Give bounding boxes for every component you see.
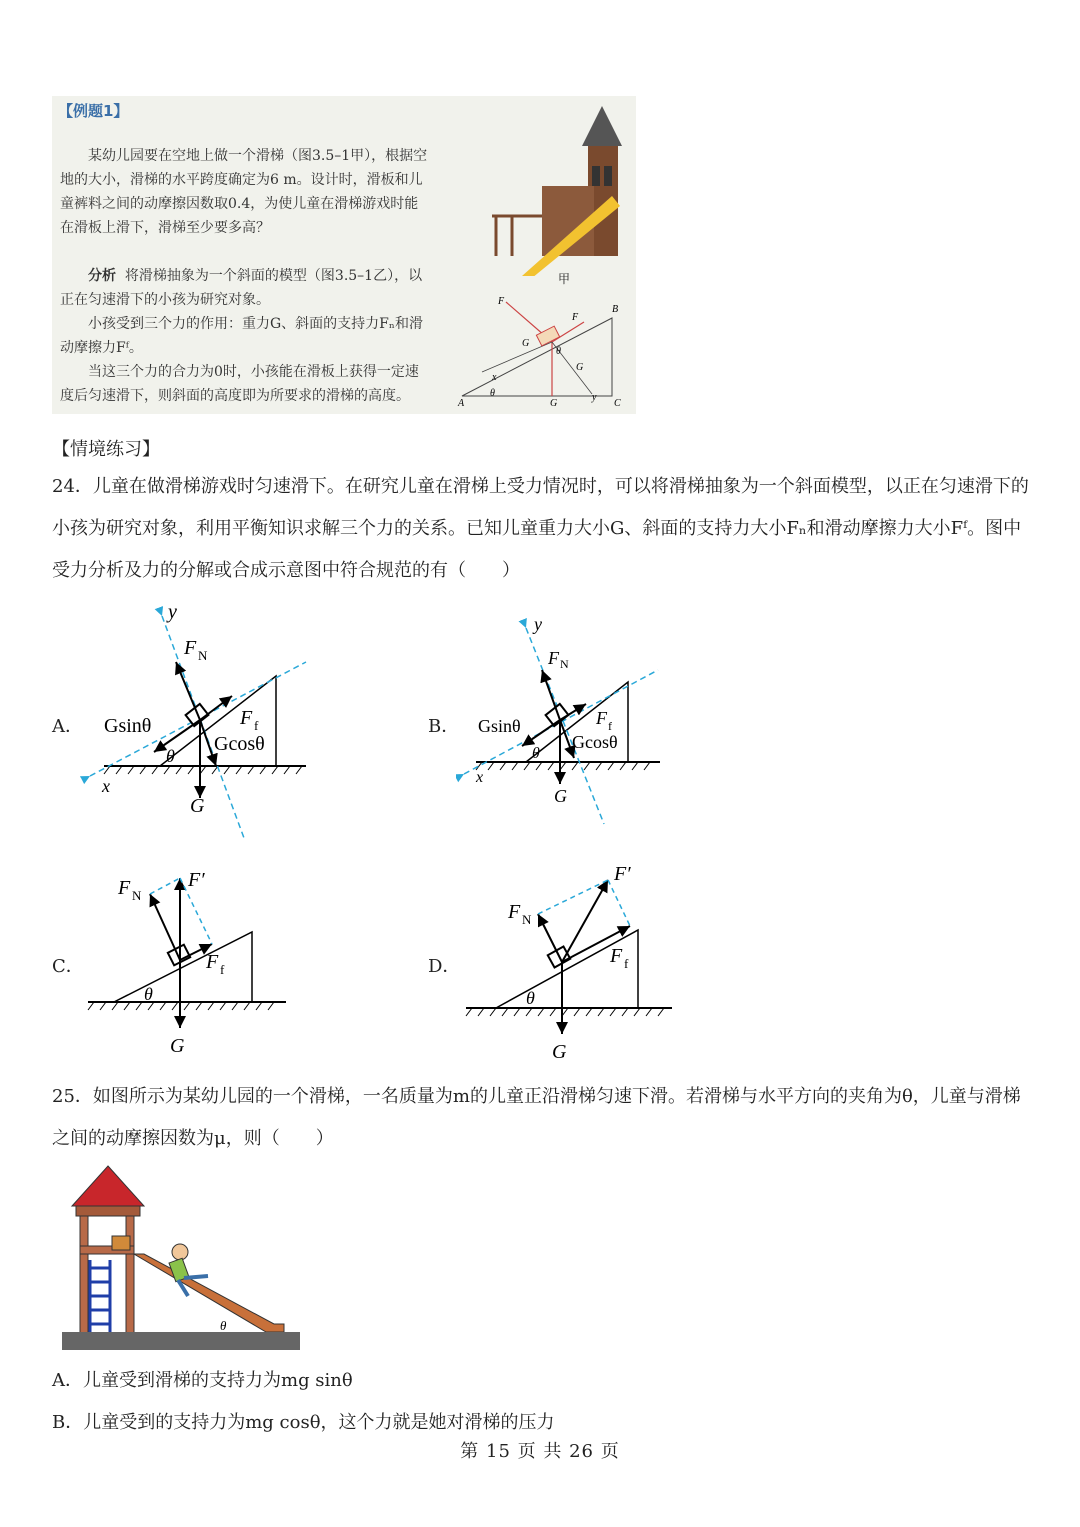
section-title: 【情境练习】: [52, 439, 160, 460]
normal-force-label: F: [548, 648, 559, 668]
example-problem: 某幼儿园要在空地上做一个滑梯（图3.5–1甲），根据空地的大小，滑梯的水平跨度确定为6 m。设计时，滑板和儿童裤料之间的动摩擦因数取0.4，为使儿童在滑梯游戏时能在滑板上滑下，滑梯至少要多高？: [60, 148, 428, 236]
gsin-label: Gsinθ: [478, 716, 521, 736]
normal-subscript: N: [198, 648, 208, 663]
question-24-text: 24．儿童在做滑梯游戏时匀速滑下。在研究儿童在滑梯上受力情况时，可以将滑梯抽象为一个斜面模型，以正在匀速滑下的小孩为研究对象，利用平衡知识求解三个力的关系。已知儿童重力大小G、斜面的支持力大小Fₙ和滑动摩擦力大小Fᶠ。图中受力分析及力的分解或合成示意图中符合规范的有（ ）: [52, 476, 1029, 581]
slide-angle-theta: θ: [220, 1318, 227, 1333]
theta-label: θ: [526, 988, 535, 1008]
friction-subscript: f: [254, 718, 259, 733]
angle-theta-label-2: θ: [556, 346, 561, 357]
friction-subscript: f: [220, 962, 225, 977]
diagram-d: [462, 858, 678, 1068]
gcos-label: Gcosθ: [572, 732, 618, 752]
friction-label: F: [206, 951, 219, 973]
diagram-b: [456, 612, 666, 832]
q25-option-b: B．儿童受到的支持力为mg cosθ，这个力就是她对滑梯的压力: [52, 1412, 555, 1433]
normal-force-label: F: [508, 901, 521, 923]
friction-subscript: f: [608, 719, 612, 733]
angle-theta-label: θ: [490, 388, 495, 399]
option-d-label: D．: [428, 956, 461, 977]
friction-label: F: [610, 945, 623, 967]
diagram-c: [84, 864, 294, 1064]
example-analysis-1: 分析 将滑梯抽象为一个斜面的模型（图3.5–1乙），以正在匀速滑下的小孩为研究对象。: [60, 268, 423, 308]
gsin-label: Gsinθ: [104, 715, 152, 737]
example-tag: 【例题1】: [58, 102, 129, 120]
normal-subscript: N: [522, 912, 532, 927]
q25-option-a: A．儿童受到滑梯的支持力为mg sinθ: [52, 1370, 353, 1391]
question-25-text: 25．如图所示为某幼儿园的一个滑梯，一名质量为m的儿童正沿滑梯匀速下滑。若滑梯与水平方向的夹角为θ，儿童与滑梯之间的动摩擦因数为μ，则（ ）: [52, 1086, 1021, 1149]
kindergarten-slide-illustration: [60, 1164, 304, 1354]
friction-subscript: f: [624, 956, 629, 971]
friction-label: F: [596, 708, 607, 728]
option-b-label: B．: [428, 716, 460, 737]
theta-label: θ: [166, 746, 175, 766]
resultant-force-label: F′: [614, 863, 631, 885]
gravity-label: G: [190, 795, 205, 817]
normal-force-label: F: [118, 877, 131, 899]
gx-label: G: [522, 338, 530, 349]
analysis-label: 分析: [88, 268, 116, 284]
example-box: [52, 96, 636, 414]
theta-label: θ: [144, 984, 153, 1004]
option-c-label: C．: [52, 956, 84, 977]
y-axis-label: y: [168, 601, 177, 623]
normal-force-label: F: [498, 296, 505, 307]
x-axis-label: x: [492, 372, 497, 383]
point-c-label: C: [614, 398, 621, 409]
normal-subscript: N: [560, 657, 569, 671]
example-analysis-2: 小孩受到三个力的作用：重力G、斜面的支持力Fₙ和滑动摩擦力Fᶠ。: [60, 316, 423, 356]
point-b-label: B: [612, 304, 619, 315]
x-axis-label: x: [476, 769, 484, 786]
gravity-label: G: [552, 1041, 567, 1063]
friction-force-label: F: [572, 312, 579, 323]
y-axis-label: y: [534, 614, 542, 634]
theta-label: θ: [532, 745, 540, 762]
x-axis-label: x: [102, 776, 110, 796]
y-axis-label: y: [592, 392, 597, 403]
point-a-label: A: [458, 398, 465, 409]
gravity-label: G: [550, 398, 558, 409]
figure-caption: 甲: [558, 272, 571, 286]
gcos-label: Gcosθ: [214, 733, 265, 755]
normal-force-label: F: [184, 637, 197, 659]
page-number: 第 15 页 共 26 页: [460, 1441, 620, 1462]
gravity-label: G: [170, 1035, 185, 1057]
incline-force-diagram: [452, 292, 636, 410]
gravity-label: G: [554, 786, 567, 806]
diagram-a: [80, 600, 320, 840]
option-a-label: A．: [52, 716, 83, 737]
normal-subscript: N: [132, 888, 142, 903]
resultant-force-label: F′: [188, 869, 205, 891]
friction-label: F: [240, 707, 253, 729]
example-analysis-3: 当这三个力的合力为0时，小孩能在滑板上获得一定速度后匀速滑下，则斜面的高度即为所要求的滑梯的高度。: [60, 364, 419, 404]
playground-slide-illustration: [482, 106, 634, 276]
gy-label: G: [576, 362, 584, 373]
